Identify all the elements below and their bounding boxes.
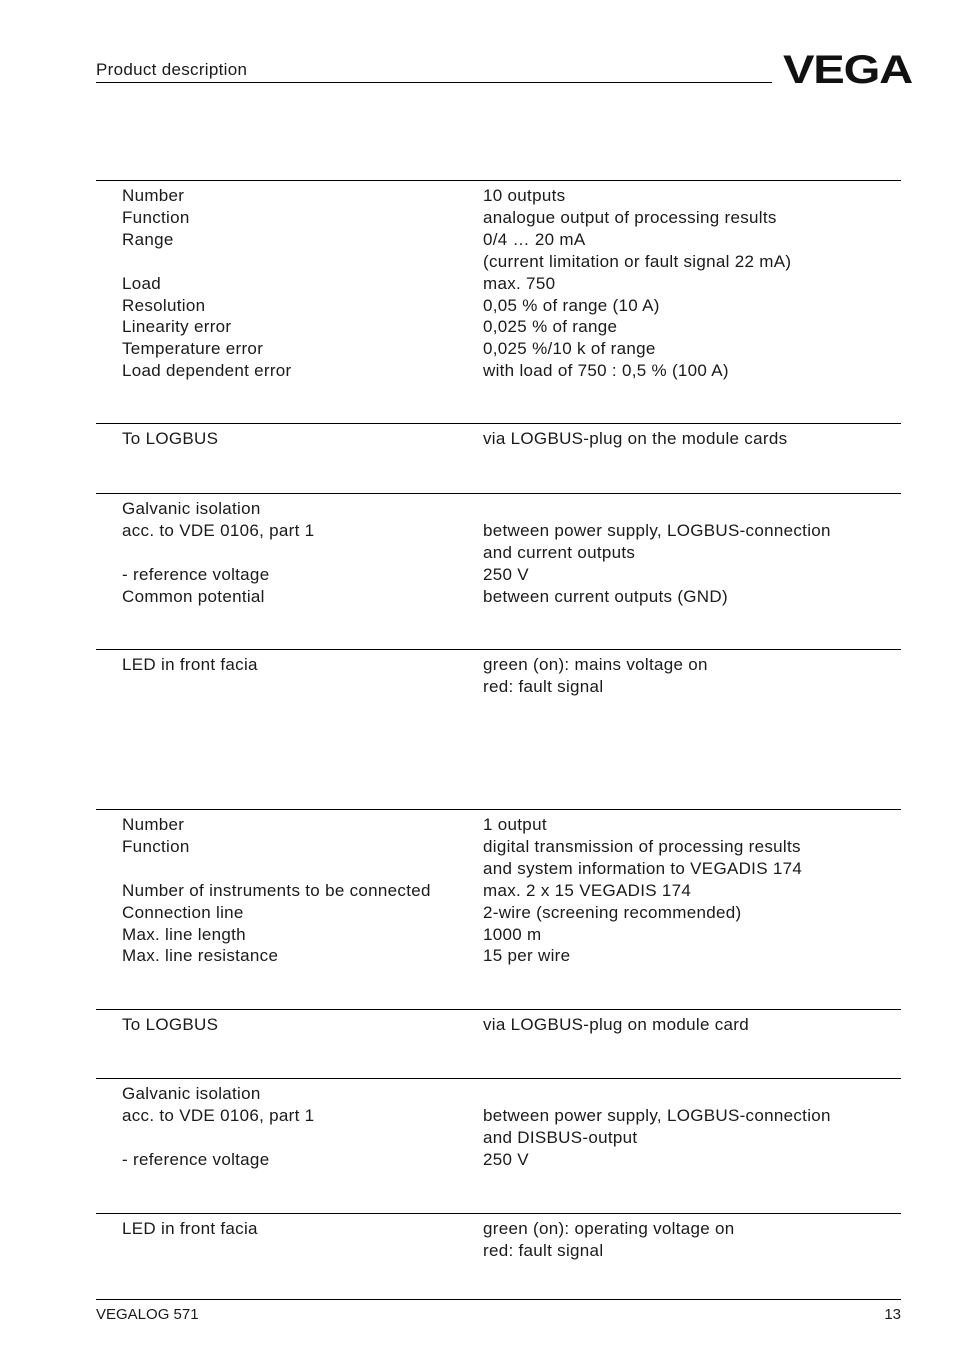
spec-value: (current limitation or fault signal 22 mA) [483,251,792,271]
spec-row [122,361,902,383]
spec-label: Resolution [122,295,206,315]
spec-section [96,649,901,696]
spec-row [122,1219,902,1241]
spec-label: Load dependent error [122,361,292,381]
spec-label: LED in front facia [122,1219,258,1238]
spec-row [122,1241,902,1263]
spec-row [122,837,902,859]
spec-label: Galvanic isolation [122,499,261,518]
spec-label: Number [122,815,185,834]
spec-row [122,296,902,318]
spec-row [122,946,902,968]
spec-section [96,1078,901,1169]
spec-value: red: fault signal [483,1240,604,1260]
spec-value: 0/4 … 20 mA [483,229,586,249]
spec-value: 250 V [483,1149,529,1169]
spec-section [96,1213,901,1260]
spec-value: 250 V [483,564,529,584]
spec-row [122,499,902,521]
spec-row [122,1128,902,1150]
spec-section [96,180,901,381]
spec-value: 1000 m [483,924,542,944]
spec-label: acc. to VDE 0106, part 1 [122,1105,315,1125]
spec-value: 0,025 %/10 k of range [483,339,656,359]
spec-row [122,252,902,274]
spec-label: Function [122,836,190,856]
spec-value: max. 750 [483,273,556,293]
spec-label: Linearity error [122,317,232,337]
spec-value: and system information to VEGADIS 174 [483,858,803,878]
spec-label: Number of instruments to be connected [122,880,431,900]
spec-label: Max. line resistance [122,946,279,966]
spec-row [122,1106,902,1128]
spec-value: red: fault signal [483,676,604,696]
spec-row [122,339,902,361]
header-title: Product description [96,60,248,79]
spec-value: and current outputs [483,542,636,562]
spec-value: analogue output of processing results [483,207,777,227]
spec-value: 15 per wire [483,946,571,966]
spec-value: 10 outputs [483,186,566,205]
spec-value: via LOGBUS-plug on module card [483,1015,750,1034]
spec-label: Max. line length [122,924,246,944]
spec-value: 0,025 % of range [483,317,618,337]
spec-label: Load [122,273,162,293]
spec-value: digital transmission of processing results [483,836,801,856]
spec-row [122,1015,902,1037]
spec-row [122,429,902,451]
spec-row [122,1150,902,1172]
spec-label: Galvanic isolation [122,1084,261,1103]
spec-label: Temperature error [122,339,264,359]
spec-label: Range [122,229,174,249]
spec-value: green (on): operating voltage on [483,1219,735,1238]
spec-row [122,230,902,252]
spec-value: 0,05 % of range (10 A) [483,295,660,315]
spec-label: - reference voltage [122,564,270,584]
header-rule [96,82,772,83]
spec-label: To LOGBUS [122,1015,219,1034]
spec-row [122,543,902,565]
spec-value: 2-wire (screening recommended) [483,902,742,922]
spec-row [122,208,902,230]
spec-row [122,186,902,208]
spec-row [122,881,902,903]
spec-label: LED in front facia [122,655,258,674]
spec-row [122,903,902,925]
spec-value: between current outputs (GND) [483,586,728,606]
spec-label: Number [122,186,185,205]
spec-row [122,565,902,587]
spec-value: with load of 750 : 0,5 % (100 A) [483,361,729,381]
spec-value: between power supply, LOGBUS-connection [483,1105,831,1125]
spec-value: 1 output [483,815,547,834]
spec-row [122,655,902,677]
spec-section [96,423,901,448]
spec-label: Common potential [122,586,265,606]
spec-row [122,587,902,609]
vega-logo: VEGA [783,48,913,92]
spec-row [122,317,902,339]
spec-value: and DISBUS-output [483,1127,638,1147]
spec-label: - reference voltage [122,1149,270,1169]
spec-label: acc. to VDE 0106, part 1 [122,520,315,540]
footer-rule [96,1299,901,1300]
footer-page-number: 13 [884,1306,901,1323]
spec-row [122,859,902,881]
spec-label: To LOGBUS [122,429,219,448]
spec-row [122,521,902,543]
spec-section [96,1009,901,1034]
spec-row [122,677,902,699]
spec-section [96,493,901,606]
spec-value: via LOGBUS-plug on the module cards [483,429,788,448]
spec-row [122,1084,902,1106]
spec-value: green (on): mains voltage on [483,655,708,674]
spec-section [96,809,901,966]
spec-row [122,815,902,837]
spec-value: between power supply, LOGBUS-connection [483,520,831,540]
spec-row [122,274,902,296]
spec-label: Function [122,207,190,227]
spec-row [122,925,902,947]
spec-label: Connection line [122,902,244,922]
spec-value: max. 2 x 15 VEGADIS 174 [483,880,692,900]
footer-product: VEGALOG 571 [96,1306,199,1323]
